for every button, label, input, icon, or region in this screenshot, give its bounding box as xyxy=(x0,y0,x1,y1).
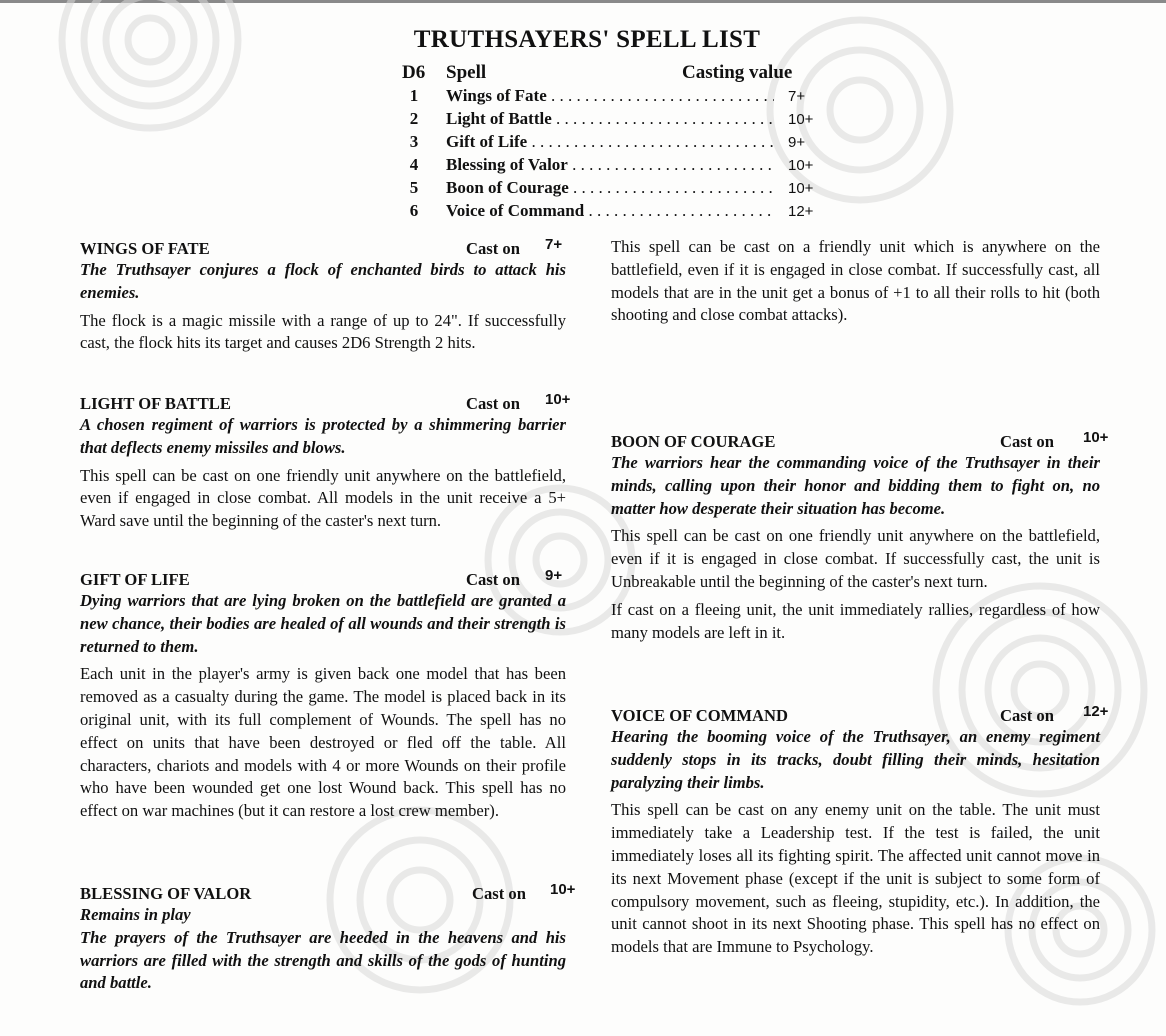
spell-casting-value: 10+ xyxy=(788,111,814,128)
spell-flavor-text: Hearing the booming voice of the Truthsayer, an enemy regiment suddenly stops in its tracks, doubt filling their minds, hesitation paralyzing their limbs. xyxy=(611,727,1100,792)
spell-casting-value: 10+ xyxy=(788,180,814,197)
cast-on-value: 10+ xyxy=(1083,429,1109,446)
spell-section-wings-of-fate xyxy=(80,236,566,360)
blessing-of-valor-continued xyxy=(611,236,1100,332)
spell-section-voice-of-command xyxy=(611,703,1109,964)
spell-name: Blessing of Valor . . . xyxy=(446,155,774,175)
spell-row xyxy=(396,132,836,155)
spell-casting-value: 10+ xyxy=(788,157,814,174)
cast-on-label: Cast on xyxy=(1000,706,1054,725)
spell-number: 5 xyxy=(409,178,419,197)
spell-heading xyxy=(611,429,1109,452)
header-d6: D6 xyxy=(402,62,426,83)
spell-row xyxy=(396,155,836,178)
cast-on-value: 10+ xyxy=(550,881,576,898)
cast-on-label: Cast on xyxy=(466,394,520,413)
spell-row xyxy=(396,178,836,201)
spell-heading xyxy=(80,567,566,590)
spell-rules-text: The flock is a magic missile with a range of up to 24". If successfully cast, the flock hits its target and causes 2D6 Strength 2 hits. xyxy=(80,310,566,353)
spell-section-blessing-of-valor xyxy=(80,881,576,1000)
spell-rules-text: This spell can be cast on one friendly unit anywhere on the battlefield, even if it is engaged in close combat. If successfully cast, the unit is Unbreakable until the beginning of the caster's next turn. xyxy=(611,526,1100,591)
spell-number: 4 xyxy=(409,155,419,174)
cast-on-value: 10+ xyxy=(545,391,571,408)
spell-row xyxy=(396,109,836,132)
spell-section-gift-of-life xyxy=(80,567,566,828)
spell-title: LIGHT OF BATTLE xyxy=(80,394,231,413)
cast-on-label: Cast on xyxy=(466,570,520,589)
cast-on-label: Cast on xyxy=(1000,432,1054,451)
cast-on-value: 7+ xyxy=(545,236,563,253)
spell-heading xyxy=(80,236,566,259)
spell-flavor-text: The warriors hear the commanding voice of the Truthsayer in their minds, calling upon their honor and bidding them to fight on, no matter how desperate their situation has become. xyxy=(611,453,1100,518)
spell-rules-text: This spell can be cast on one friendly unit anywhere on the battlefield, even if engaged in close combat. All models in the unit receive a 5+ Ward save until the beginning of the caster's next turn. xyxy=(80,465,566,531)
spell-row xyxy=(396,86,836,109)
spell-name: Boon of Courage . . . xyxy=(446,178,774,198)
spell-number: 3 xyxy=(409,132,419,151)
spell-name: Voice of Command . . . xyxy=(446,201,774,221)
header-spell: Spell xyxy=(446,62,487,83)
spell-table-header xyxy=(396,62,836,86)
spell-heading xyxy=(80,881,576,904)
spell-title: WINGS OF FATE xyxy=(80,239,210,258)
spell-title: BLESSING OF VALOR xyxy=(80,884,252,903)
spell-name: Light of Battle . . . xyxy=(446,109,774,129)
spell-flavor-text: A chosen regiment of warriors is protected by a shimmering barrier that deflects enemy missiles and blows. xyxy=(80,415,566,457)
spell-name: Gift of Life . . . xyxy=(446,132,774,152)
spell-heading xyxy=(611,703,1109,726)
spell-flavor-text: The Truthsayer conjures a flock of enchanted birds to attack his enemies. xyxy=(80,260,566,302)
spell-title: VOICE OF COMMAND xyxy=(611,706,788,725)
page-title: TRUTHSAYERS' SPELL LIST xyxy=(413,26,761,53)
cast-on-label: Cast on xyxy=(466,239,520,258)
spell-rules-text: This spell can be cast on a friendly unit which is anywhere on the battlefield, even if it is engaged in close combat. If successfully cast, all models that are in the unit get a bonus of +1 to all their rolls to hit (both shooting and close combat attacks). xyxy=(611,237,1100,325)
spell-number: 2 xyxy=(409,109,419,128)
spell-list-table xyxy=(396,62,836,224)
spell-heading xyxy=(80,391,571,414)
spell-section-light-of-battle xyxy=(80,391,571,538)
spell-number: 1 xyxy=(409,86,419,105)
spell-casting-value: 12+ xyxy=(788,203,814,220)
cast-on-value: 9+ xyxy=(545,567,563,584)
spell-rules-text: This spell can be cast on any enemy unit on the table. The unit must immediately take a Leadership test. If the test is failed, the unit immediately loses all its fighting spirit. The affected unit cannot move in its next Movement phase (except if the unit is subject to some form of compulsory movement, such as fleeing, stupidity, etc.). In addition, the unit cannot shoot in its next Shooting phase. This spell has no effect on models that are Immune to Psychology. xyxy=(611,800,1100,957)
spell-title: BOON OF COURAGE xyxy=(611,432,776,451)
spell-casting-value: 7+ xyxy=(788,88,806,105)
spell-title: GIFT OF LIFE xyxy=(80,570,190,589)
spell-casting-value: 9+ xyxy=(788,134,806,151)
spell-rules-text: Each unit in the player's army is given back one model that has been removed as a casualty during the game. The model is placed back in its original unit, with its full complement of Wounds. The spell has no effect on units that have been destroyed or fled off the table. All characters, chariots and models with 4 or more Wounds on their profile who have been wounded get one lost Wound back. This spell has no effect on war machines (but it can restore a lost crew member). xyxy=(80,664,566,821)
header-casting-value: Casting value xyxy=(682,62,793,83)
spell-name: Wings of Fate . . . xyxy=(446,86,774,106)
cast-on-label: Cast on xyxy=(472,884,526,903)
spell-number: 6 xyxy=(409,201,419,220)
remains-in-play-label: Remains in play xyxy=(80,905,191,924)
spell-flavor-text: Dying warriors that are lying broken on the battlefield are granted a new chance, their bodies are healed of all wounds and their strength is returned to them. xyxy=(80,591,566,656)
spell-section-boon-of-courage xyxy=(611,429,1109,649)
spell-flavor-text: The prayers of the Truthsayer are heeded in the heavens and his warriors are filled with the strength and skills of the gods of hunting and battle. xyxy=(80,927,566,993)
spell-rules-text-extra: If cast on a fleeing unit, the unit immediately rallies, regardless of how many models are left in it. xyxy=(611,599,1100,642)
spell-row xyxy=(396,201,836,224)
cast-on-value: 12+ xyxy=(1083,703,1109,720)
